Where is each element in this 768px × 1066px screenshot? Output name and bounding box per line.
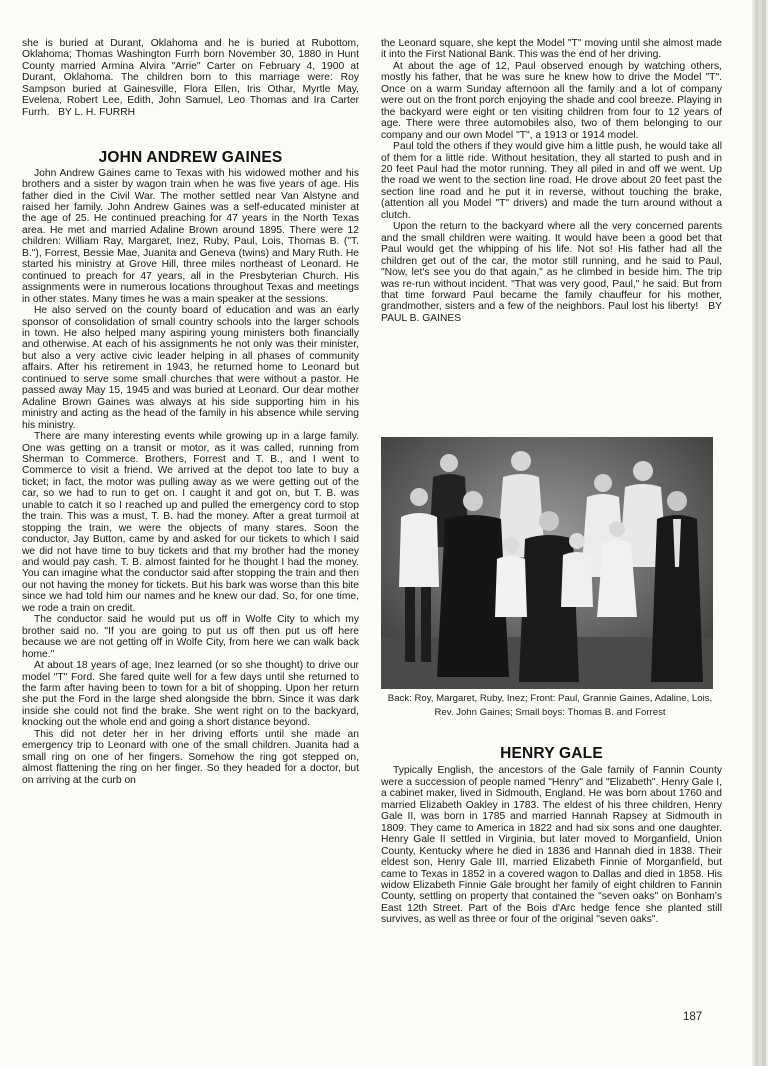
right-column — [381, 38, 722, 324]
section-heading-henry-gale: HENRY GALE — [500, 745, 603, 762]
gaines-paragraph-5: At about 18 years of age, Inez learned (or so she thought) to drive our model "T" Ford. She fared quite well for a few days until she returned to the farm after having been to town for a bit of shopping. Upon her return she put the Ford in the large shed alongside the bbrn. Since it was dark inside she could not find the brake. She went right on to the backyard, knocking out the whole end and going a short distance beyond. — [22, 660, 359, 729]
furrh-byline: BY L. H. FURRH — [58, 106, 136, 118]
paul-paragraph-3: Paul told the others if they would give him a little push, he would take all of them for a little ride. Without hesitation, they all started to push and in 20 feet Paul had the motor running. They all piled in and off we went. Up the road we went to the section line road. He drove about 20 feet past the section line road and he put it in reverse, without touching the brake, (attention all you Model "T" drivers) and made the turn around without a clutch. — [381, 141, 722, 221]
gaines-paragraph-4: The conductor said he would put us off in Wolfe City to which my brother said no. "If you are going to put us off then put us off here because we are not getting off in Wolfe City, from here we can walk back home." — [22, 614, 359, 660]
paul-paragraph-2: At about the age of 12, Paul observed enough by watching others, mostly his father, that he was sure he knew how to drive the Model "T". Once on a warm Sunday afternoon all the family and a lot of company were out on the front porch enjoying the shade and cool breeze. Playing in the backyard were eight or ten visiting children from four to 12 years of age. There were three automobiles also, two of them belonging to our company and our own Model "T", a 1913 or 1914 model. — [381, 60, 722, 141]
family-photograph-image — [381, 437, 713, 689]
left-column — [22, 38, 359, 786]
paul-paragraph-4: Upon the return to the backyard where all the very concerned parents and the small children were waiting. It would have been a good bet that Paul would get the whipping of his life. Not so! His father had all the children get out of the car, the motor still running, and he said to Paul, "Now, let's see you do that again," as he climbed in beside him. The trip was re-run without incident. "That was very good, Paul," he said. But from that time forward Paul became the family chauffeur for his mother, grandmother, sisters and a few of the neighbors. Paul lost his liberty! BY PAUL B. GAINES — [381, 221, 722, 324]
gaines-paragraph-2: He also served on the county board of education and was an early sponsor of consolidation of small country schools into the larger schools in town. He also helped many aspiring young ministers both financially and otherwise. At each of his assignments he not only was their minister, but also a very active civic leader helping in all phases of community affairs. After his retirement in 1943, he returned home to Leonard but continued to serve some small churches that were without a pastor. He passed away May 15, 1945 and was buried at Leonard. Our dear mother Adaline Brown Gaines was always at his side supporting him in his ministry and acting as the head of the family in his absence while serving his ministry. — [22, 305, 359, 431]
gaines-paragraph-1: John Andrew Gaines came to Texas with his widowed mother and his brothers and a sister by wagon train when he was five years of age. His father died in the Civil War. The mother settled near Van Alstyne and raised her family. John Andrew Gaines was a self-educated minister at the age of 25. He continued preaching for 47 years in the North Texas area. He met and married Adaline Brown around 1895. There were 12 children: William Ray, Margaret, Inez, Ruby, Paul, Lois, Thomas B. ("T. B."), Forrest, Bessie Mae, Juanita and Geneva (twins) and Mary Ruth. He started his ministry at Grove Hill, three miles northeast of Leonard. He continued to preach for 47 years, all in the Presbyterian Church. His assignments were in numerous locations throughout Texas and meetings in other states. Many times he was a main speaker at the sessions. — [22, 167, 359, 305]
henry-gale-section — [381, 745, 722, 926]
section-heading-john-andrew-gaines: JOHN ANDREW GAINES — [98, 149, 283, 167]
paul-byline: BY PAUL B. GAINES — [381, 301, 722, 324]
furrh-continuation: she is buried at Durant, Oklahoma and he is buried at Rubottom, Oklahoma; Thomas Washington Furrh born November 30, 1880 in Hunt County married Armina Alvira "Arrie" Carter on February 4, 1900 at Durant, Oklahoma. The children born to this marriage were: Roy Sampson buried at Gainesville, Flora Ellen, Iris Othar, Myrtle May, Evelena, Robert Lee, Edith, John Samuel, Leo Thomas and Ira Carter Furrh. BY L. H. FURRH — [22, 38, 359, 118]
gaines-paragraph-6: This did not deter her in her driving efforts until she made an emergency trip to Leonard with one of the small children. Juanita had a small ring on one of her fingers. Somehow the ring got stepped on, almost flattening the ring on her finger. So they headed for a doctor, but on arriving at the curb on — [22, 728, 359, 786]
photo-caption: Back: Roy, Margaret, Ruby, Inez; Front: Paul, Grannie Gaines, Adaline, Lois, Rev. John Gaines; Small boys: Thomas B. and Forrest — [387, 693, 713, 718]
family-photograph — [381, 437, 713, 689]
page-number: 187 — [683, 1011, 703, 1023]
paul-paragraph-1: the Leonard square, she kept the Model "T" moving until she almost made it into the First National Bank. This was the end of her driving. — [381, 38, 722, 61]
henry-gale-paragraph: Typically English, the ancestors of the Gale family of Fannin County were a succession of people named "Henry" and "Elizabeth". Henry Gale I, a cabinet maker, lived in Sidmouth, England. He was born about 1760 and married Elizabeth Oakley in 1783. The eldest of his three children, Henry Gale II, was born in 1785 and married Hannah Rapsey at Sidmouth in 1809. They came to America in 1822 and had six sons and one daughter. Henry Gale II settled in Virginia, but later moved to Morganfield, Union County, Kentucky where he died in 1836 and Hannah died in 1838. Their eldest son, Henry Gale III, married Elizabeth Finnie of Morganfield, but came to Texas in 1852 in a covered wagon to Dallas and died in 1858. His widow Elizabeth Finnie Gale brought her family of eight children to Fannin County, settling on property that contained the "seven oaks" on Bonham's East 12th Street. Part of the Bois d'Arc hedge fence she planted still survives, as well as three or four of the original "seven oaks". — [381, 765, 722, 926]
gaines-paragraph-3: There are many interesting events while growing up in a large family. One was getting on a transit or motor, as it was called, running from Sherman to Commerce. Brothers, Forrest and T. B., and I went to Commerce to visit a friend. We arrived at the depot too late to buy a ticket; in fact, the motor was pulling away as we were getting out of the car, so we had to run to get on. I caught it and got on, but T. B. was unable to catch it so I reached up and pulled the emergency cord to stop the train. This was a must, T. B. had the money. After a great turmoil at stopping the train, we were the objects of many stares. Soon the conductor, Jay Button, came by and asked for our tickets to which I said we did not have time to buy tickets and that my brother had the money and would pay cash. T. B. almost fainted for he thought I had the money. You can imagine what the conductor said after stopping the train and then our not having the money for tickets. But his bark was worse than this bite since we had told him our names and he knew our dad. So, for one time, we rode a train on credit. — [22, 431, 359, 614]
